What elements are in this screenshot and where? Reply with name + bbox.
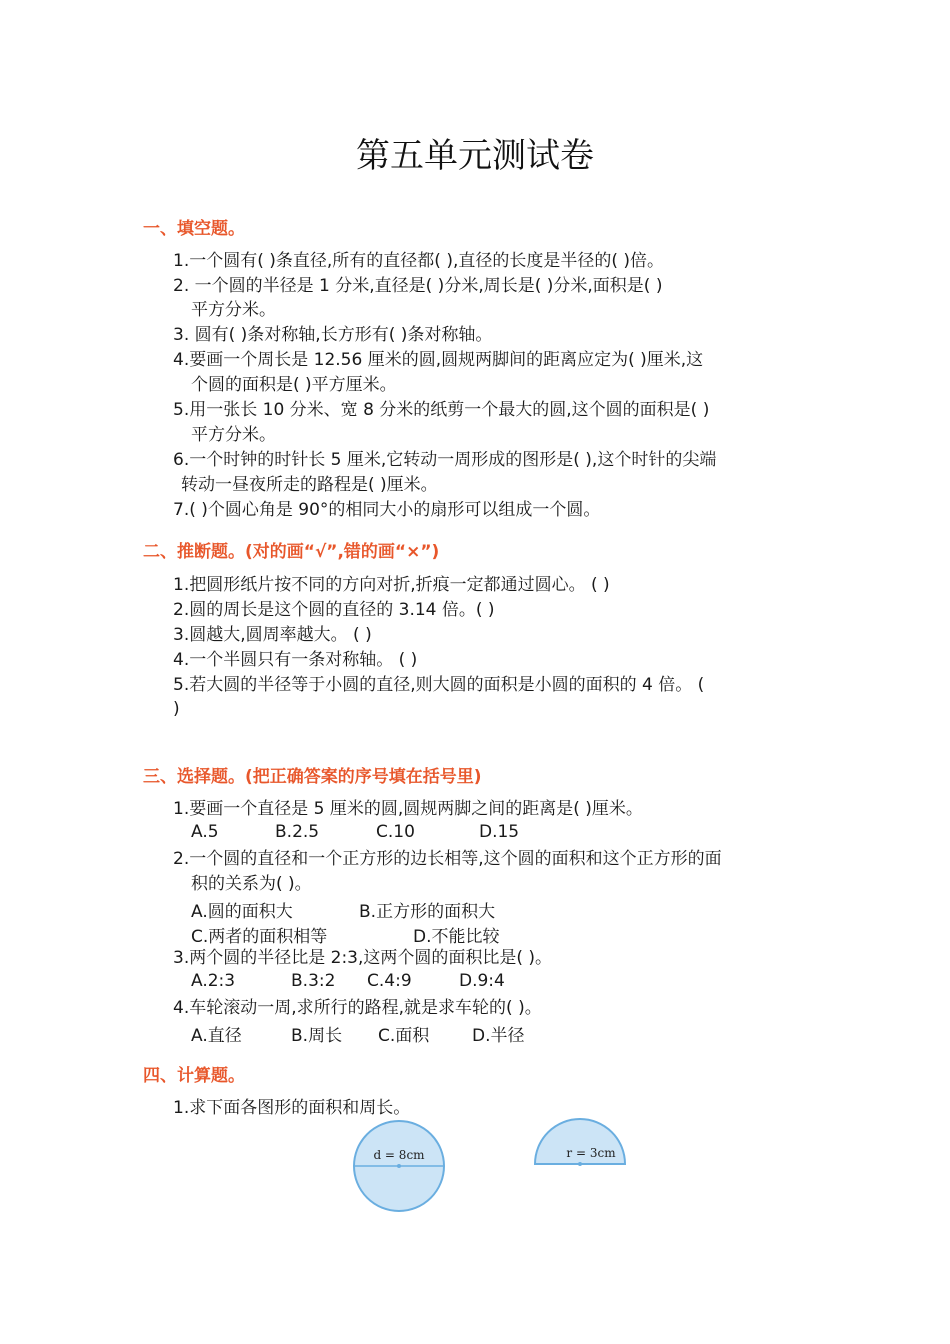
- fill-question-7: 7.( )个圆心角是 90°的相同大小的扇形可以组成一个圆。: [173, 500, 601, 520]
- circle-figure: [350, 1117, 448, 1215]
- choice-3-option-d: D.9:4: [459, 971, 505, 991]
- judge-question-2: 2.圆的周长是这个圆的直径的 3.14 倍。( ): [173, 600, 495, 620]
- page-title: 第五单元测试卷: [356, 136, 594, 176]
- radius-label: r = 3cm: [566, 1146, 616, 1160]
- fill-question-3: 3. 圆有( )条对称轴,长方形有( )条对称轴。: [173, 325, 493, 345]
- choice-question-2-cont: 积的关系为( )。: [191, 874, 312, 894]
- circle-center-dot: [397, 1164, 401, 1168]
- choice-3-option-c: C.4:9: [367, 971, 412, 991]
- choice-2-option-b: B.正方形的面积大: [359, 902, 496, 922]
- fill-question-5: 5.用一张长 10 分米、宽 8 分米的纸剪一个最大的圆,这个圆的面积是( ): [173, 400, 710, 420]
- choice-4-option-c: C.面积: [378, 1026, 430, 1046]
- section-judge-heading: 二、推断题。(对的画“√”,错的画“×”): [143, 542, 440, 562]
- choice-question-1: 1.要画一个直径是 5 厘米的圆,圆规两脚之间的距离是( )厘米。: [173, 799, 643, 819]
- choice-1-option-c: C.10: [376, 822, 415, 842]
- choice-3-option-a: A.2:3: [191, 971, 236, 991]
- choice-2-option-c: C.两者的面积相等: [191, 927, 328, 947]
- fill-question-4-cont: 个圆的面积是( )平方厘米。: [191, 375, 397, 395]
- judge-question-5-cont: ): [173, 699, 180, 719]
- calc-question-1: 1.求下面各图形的面积和周长。: [173, 1098, 411, 1118]
- choice-4-option-b: B.周长: [291, 1026, 343, 1046]
- judge-question-5: 5.若大圆的半径等于小圆的直径,则大圆的面积是小圆的面积的 4 倍。 (: [173, 675, 705, 695]
- choice-1-option-b: B.2.5: [275, 822, 320, 842]
- fill-question-2: 2. 一个圆的半径是 1 分米,直径是( )分米,周长是( )分米,面积是( ): [173, 276, 663, 296]
- choice-3-option-b: B.3:2: [291, 971, 336, 991]
- section-fill-in-heading: 一、填空题。: [143, 219, 245, 239]
- fill-question-5-cont: 平方分米。: [191, 425, 276, 445]
- choice-4-option-a: A.直径: [191, 1026, 242, 1046]
- section-calc-heading: 四、计算题。: [143, 1066, 245, 1086]
- judge-question-4: 4.一个半圆只有一条对称轴。 ( ): [173, 650, 418, 670]
- fill-question-4: 4.要画一个周长是 12.56 厘米的圆,圆规两脚间的距离应定为( )厘米,这: [173, 350, 704, 370]
- choice-1-option-d: D.15: [479, 822, 520, 842]
- choice-1-option-a: A.5: [191, 822, 219, 842]
- choice-2-option-d: D.不能比较: [413, 927, 500, 947]
- fill-question-6: 6.一个时钟的时针长 5 厘米,它转动一周形成的图形是( ),这个时针的尖端: [173, 450, 717, 470]
- choice-2-option-a: A.圆的面积大: [191, 902, 293, 922]
- fill-question-1: 1.一个圆有( )条直径,所有的直径都( ),直径的长度是半径的( )倍。: [173, 251, 665, 271]
- judge-question-1: 1.把圆形纸片按不同的方向对折,折痕一定都通过圆心。 ( ): [173, 575, 610, 595]
- diameter-label: d = 8cm: [373, 1148, 425, 1162]
- judge-question-3: 3.圆越大,圆周率越大。 ( ): [173, 625, 372, 645]
- semicircle-figure: [532, 1117, 628, 1169]
- choice-question-4: 4.车轮滚动一周,求所行的路程,就是求车轮的( )。: [173, 998, 542, 1018]
- choice-4-option-d: D.半径: [472, 1026, 525, 1046]
- semicircle-center-dot: [578, 1162, 582, 1166]
- fill-question-6-cont: 转动一昼夜所走的路程是( )厘米。: [181, 475, 438, 495]
- choice-question-2: 2.一个圆的直径和一个正方形的边长相等,这个圆的面积和这个正方形的面: [173, 849, 722, 869]
- choice-question-3: 3.两个圆的半径比是 2:3,这两个圆的面积比是( )。: [173, 948, 553, 968]
- section-choice-heading: 三、选择题。(把正确答案的序号填在括号里): [143, 767, 482, 787]
- fill-question-2-cont: 平方分米。: [191, 300, 276, 320]
